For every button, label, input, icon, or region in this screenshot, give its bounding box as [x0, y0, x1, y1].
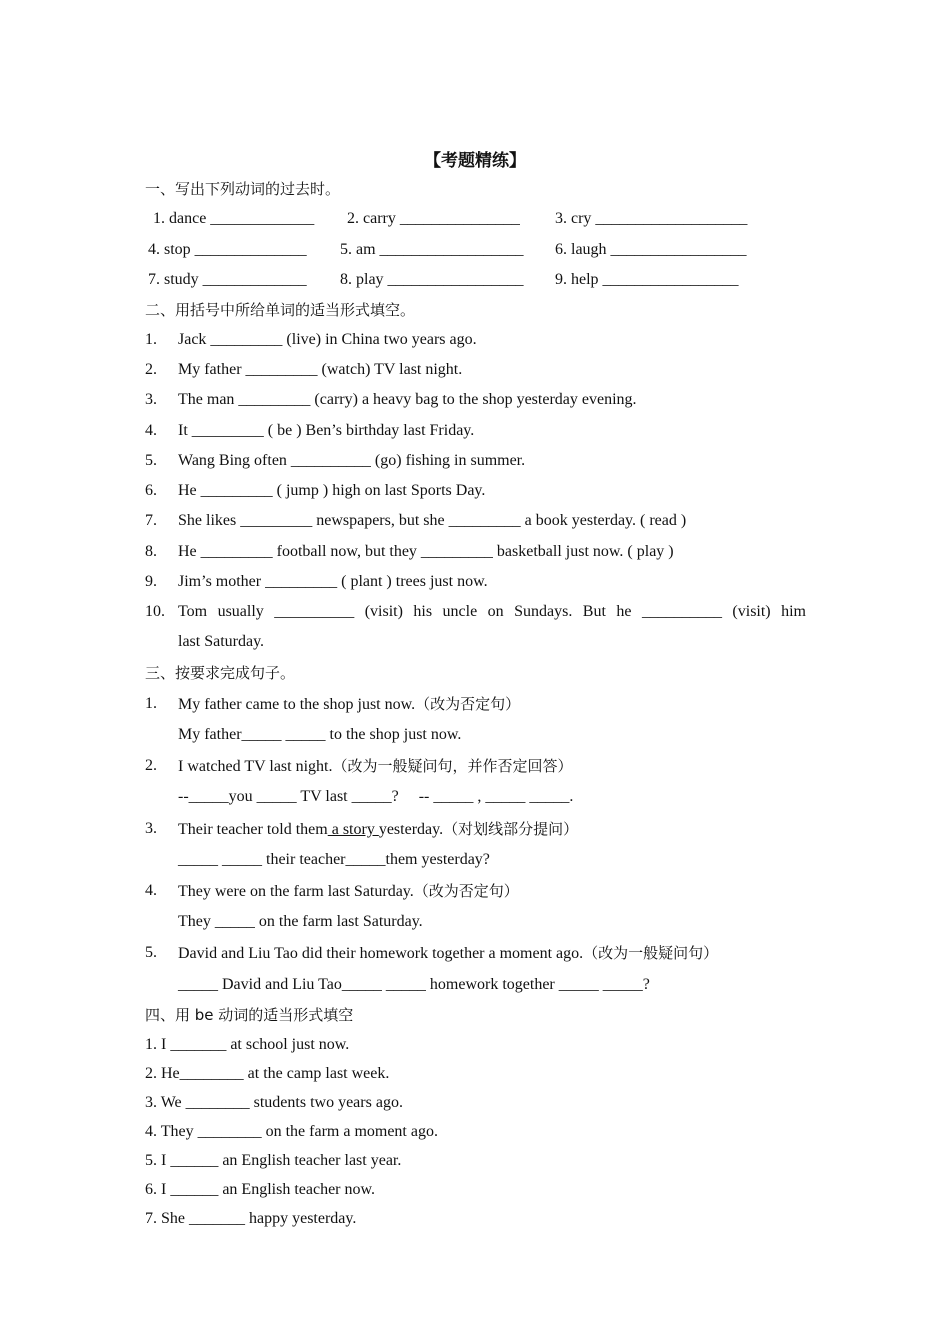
verb-item: 6. laugh _________________	[555, 241, 747, 258]
item-number: 8.	[145, 543, 157, 560]
item-number: 6.	[145, 482, 157, 499]
fill-in-item: My father _________ (watch) TV last night.	[178, 361, 463, 378]
item-number: 2.	[145, 757, 157, 774]
section4-heading: 四、用 be 动词的适当形式填空	[145, 1006, 354, 1024]
instruction-note: （改为一般疑问句）	[583, 944, 719, 962]
fill-in-item: He _________ ( jump ) high on last Sports Day.	[178, 482, 486, 499]
item-number: 4.	[145, 422, 157, 439]
be-verb-item: 3. We ________ students two years ago.	[145, 1094, 403, 1111]
be-verb-item: 6. I ______ an English teacher now.	[145, 1181, 376, 1198]
instruction-note: （改为一般疑问句，并作否定回答）	[332, 757, 573, 775]
transform-question	[178, 819, 578, 840]
item-number: 2.	[145, 361, 157, 378]
item-number: 3.	[145, 391, 157, 408]
item-number: 4.	[145, 882, 157, 899]
instruction-note: （改为否定句）	[413, 882, 519, 900]
answer-line: They _____ on the farm last Saturday.	[178, 913, 423, 930]
question-text: David and Liu Tao did their homework together a moment ago.	[178, 945, 584, 962]
be-verb-item: 2. He________ at the camp last week.	[145, 1065, 390, 1082]
fill-in-item-continued: last Saturday.	[178, 633, 265, 650]
fill-in-item: Tom usually __________ (visit) his uncle on Sundays. But he __________ (visit) him	[178, 603, 806, 620]
verb-item: 8. play _________________	[340, 271, 524, 288]
section3-heading: 三、按要求完成句子。	[145, 664, 296, 682]
instruction-note: （对划线部分提问）	[443, 820, 579, 838]
verb-item: 1. dance _____________	[153, 210, 315, 227]
item-number: 10.	[145, 603, 165, 620]
be-verb-item: 5. I ______ an English teacher last year.	[145, 1152, 402, 1169]
item-number: 1.	[145, 331, 157, 348]
transform-question	[178, 943, 718, 964]
page-title: 【考题精练】	[424, 151, 526, 171]
item-number: 5.	[145, 944, 157, 961]
section1-heading: 一、写出下列动词的过去时。	[145, 180, 341, 198]
answer-line: _____ David and Liu Tao_____ _____ homework together _____ _____?	[178, 976, 650, 993]
be-verb-item: 7. She _______ happy yesterday.	[145, 1210, 357, 1227]
question-text: Their teacher told them	[178, 821, 328, 838]
fill-in-item: She likes _________ newspapers, but she _________ a book yesterday. ( read )	[178, 512, 687, 529]
verb-item: 2. carry _______________	[347, 210, 520, 227]
item-number: 1.	[145, 695, 157, 712]
item-number: 9.	[145, 573, 157, 590]
item-number: 7.	[145, 512, 157, 529]
verb-item: 4. stop ______________	[148, 241, 307, 258]
transform-question	[178, 881, 519, 902]
be-verb-item: 4. They ________ on the farm a moment ago.	[145, 1123, 438, 1140]
underlined-phrase: a story	[327, 821, 379, 838]
section2-heading: 二、用括号中所给单词的适当形式填空。	[145, 301, 416, 319]
question-text: My father came to the shop just now.	[178, 696, 416, 713]
fill-in-item: He _________ football now, but they _________ basketball just now. ( play )	[178, 543, 674, 560]
item-number: 3.	[145, 820, 157, 837]
verb-item: 3. cry ___________________	[555, 210, 748, 227]
transform-question	[178, 756, 573, 777]
verb-item: 5. am __________________	[340, 241, 524, 258]
question-text: I watched TV last night.	[178, 758, 333, 775]
instruction-note: （改为否定句）	[415, 695, 521, 713]
transform-question	[178, 694, 520, 715]
be-verb-item: 1. I _______ at school just now.	[145, 1036, 350, 1053]
fill-in-item: Jack _________ (live) in China two years ago.	[178, 331, 477, 348]
question-text: yesterday.	[378, 821, 444, 838]
verb-item: 9. help _________________	[555, 271, 739, 288]
fill-in-item: It _________ ( be ) Ben’s birthday last Friday.	[178, 422, 475, 439]
answer-line: --_____you _____ TV last _____? -- _____ , _____ _____.	[178, 788, 574, 805]
verb-item: 7. study _____________	[148, 271, 307, 288]
item-number: 5.	[145, 452, 157, 469]
fill-in-item: Jim’s mother _________ ( plant ) trees just now.	[178, 573, 488, 590]
fill-in-item: The man _________ (carry) a heavy bag to the shop yesterday evening.	[178, 391, 637, 408]
fill-in-item: Wang Bing often __________ (go) fishing in summer.	[178, 452, 526, 469]
answer-line: My father_____ _____ to the shop just now.	[178, 726, 462, 743]
question-text: They were on the farm last Saturday.	[178, 883, 414, 900]
answer-line: _____ _____ their teacher_____them yesterday?	[178, 851, 490, 868]
